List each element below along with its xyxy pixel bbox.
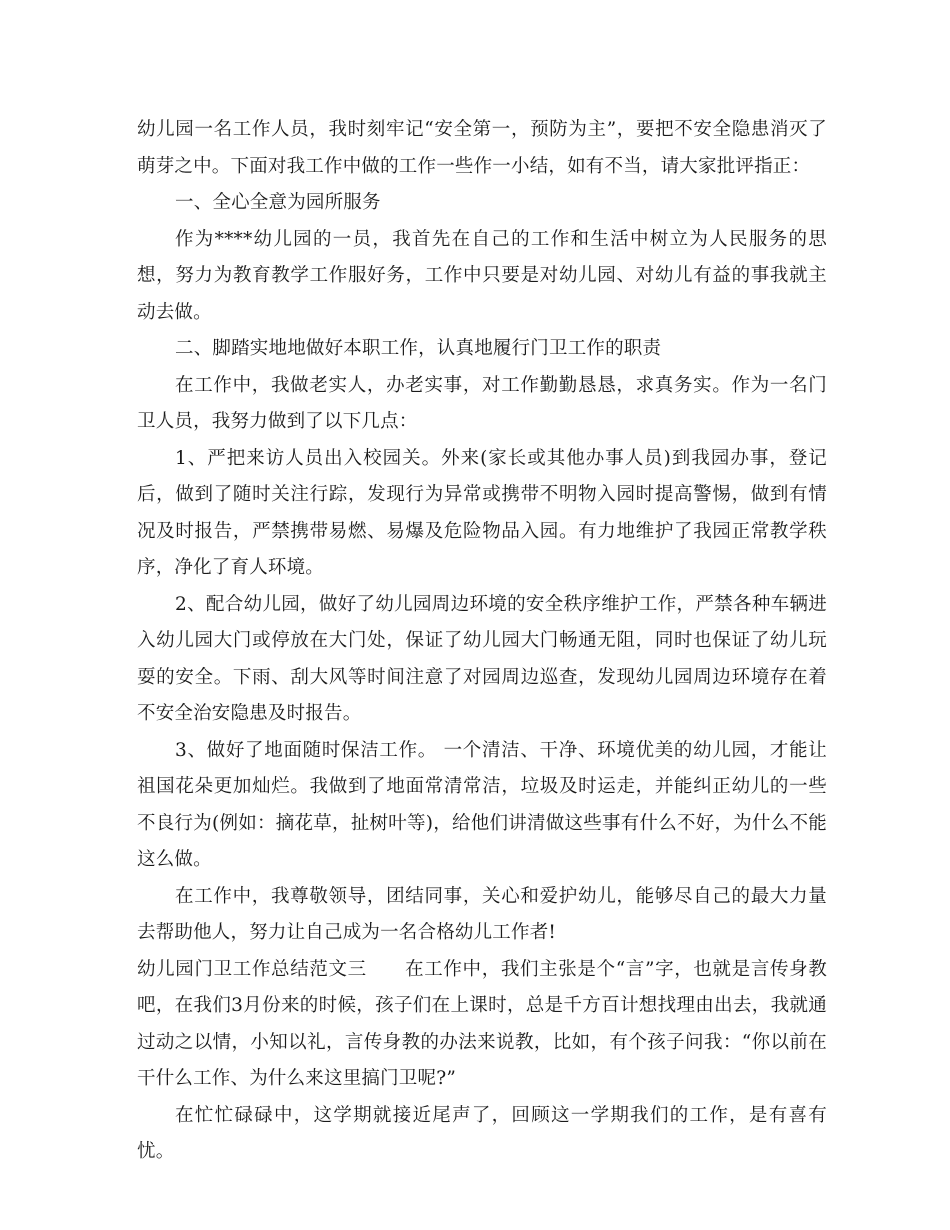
section-2-intro-paragraph: 在工作中，我做老实人，办老实事，对工作勤勤恳恳，求真务实。作为一名门卫人员，我努力做到了以下几点： xyxy=(137,374,827,432)
point-3-paragraph: 3、做好了地面随时保洁工作。 一个清洁、干净、环境优美的幼儿园，才能让祖国花朵更加灿烂。我做到了地面常清常洁，垃圾及时运走，并能纠正幼儿的一些不良行为(例如：摘花草，扯树叶等)，给他们讲清做这些事有什么不好，为什么不能这么做。 xyxy=(137,739,827,870)
intro-paragraph: 幼儿园一名工作人员，我时刻牢记“安全第一，预防为主”，要把不安全隐患消灭了萌芽之中。下面对我工作中做的工作一些作一小结，如有不当，请大家批评指正： xyxy=(137,119,827,177)
document-body xyxy=(137,112,827,1171)
point-1-paragraph: 1、严把来访人员出入校园关。外来(家长或其他办事人员)到我园办事，登记后，做到了随时关注行踪，发现行为异常或携带不明物入园时提高警惕，做到有情况及时报告，严禁携带易燃、易爆及危险物品入园。有力地维护了我园正常教学秩序，净化了育人环境。 xyxy=(137,447,827,578)
closing-paragraph: 在工作中，我尊敬领导，团结同事，关心和爱护幼儿，能够尽自己的最大力量去帮助他人，努力让自己成为一名合格幼儿工作者! xyxy=(137,885,827,943)
section-heading-2: 二、脚踏实地地做好本职工作，认真地履行门卫工作的职责 xyxy=(175,338,662,359)
section-heading-1: 一、全心全意为园所服务 xyxy=(175,192,381,213)
section-1-paragraph: 作为****幼儿园的一员，我首先在自己的工作和生活中树立为人民服务的思想，努力为教育教学工作服好务，工作中只要是对幼儿园、对幼儿有益的事我就主动去做。 xyxy=(137,228,827,323)
sample-three-paragraph: 幼儿园门卫工作总结范文三 在工作中，我们主张是个“言”字，也就是言传身教吧，在我们3月份来的时候，孩子们在上课时，总是千方百计想找理由出去，我就通过动之以情，小知以礼，言传身教的办法来说教，比如，有个孩子问我：“你以前在干什么工作、为什么来这里搞门卫呢?” xyxy=(137,958,827,1089)
final-paragraph: 在忙忙碌碌中，这学期就接近尾声了，回顾这一学期我们的工作，是有喜有忧。 xyxy=(137,1104,827,1162)
point-2-paragraph: 2、配合幼儿园，做好了幼儿园周边环境的安全秩序维护工作，严禁各种车辆进入幼儿园大门或停放在大门处，保证了幼儿园大门畅通无阻，同时也保证了幼儿玩耍的安全。下雨、刮大风等时间注意了对园周边巡查，发现幼儿园周边环境存在着不安全治安隐患及时报告。 xyxy=(137,593,827,724)
